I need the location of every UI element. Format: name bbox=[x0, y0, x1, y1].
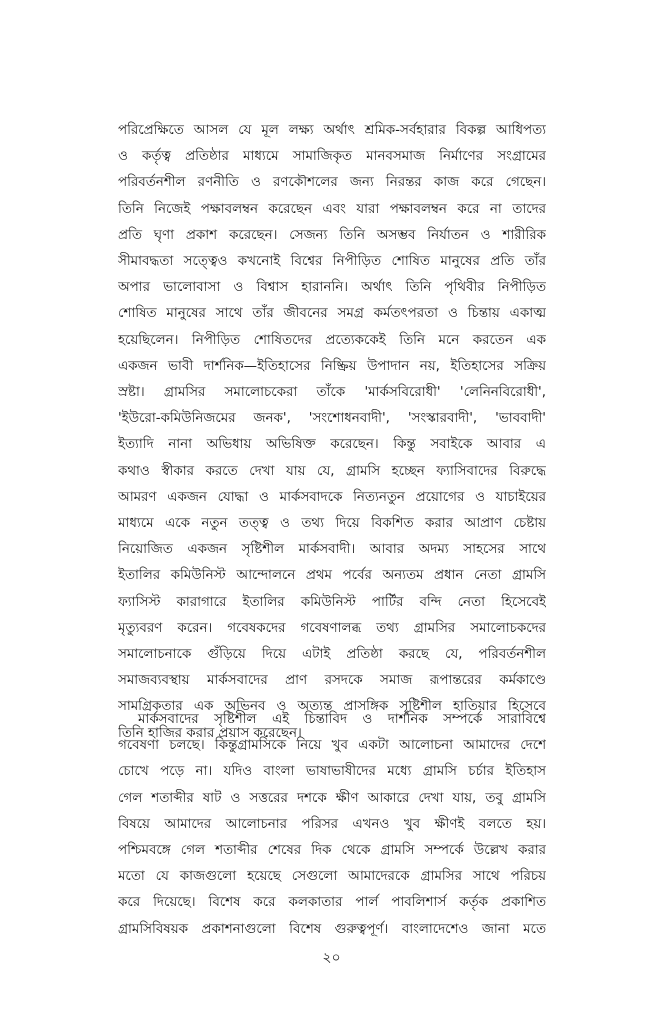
text-line: গেল শতাব্দীর ষাট ও সত্তরের দশকে ক্ষীণ আকারে দেখা যায়, তবু গ্রামসি bbox=[118, 790, 546, 806]
text-line: মার্কসবাদের সৃষ্টিশীল এই চিন্তাবিদ ও দার্শনিক সম্পর্কে সারাবিশ্বে bbox=[138, 712, 546, 727]
paragraph-1 bbox=[118, 118, 546, 747]
text-line: সমাজব্যবস্থায় মার্কসবাদের প্রাণ রসদকে সমাজ রূপান্তরের কর্মকাণ্ডে bbox=[118, 673, 546, 689]
text-line: সীমাবদ্ধতা সত্ত্বেও কখনোই বিশ্বের নিপীড়িত শোষিত মানুষের প্রতি তাঁর bbox=[118, 254, 546, 270]
text-line: পরিপ্রেক্ষিতে আসল যে মূল লক্ষ্য অর্থাৎ শ্রমিক-সর্বহারার বিকল্প আধিপত্য bbox=[118, 123, 546, 138]
text-line: কথাও স্বীকার করতে দেখা যায় যে, গ্রামসি হচ্ছেন ফ্যাসিবাদের বিরুদ্ধে bbox=[118, 463, 546, 479]
text-line: সামগ্রিকতার এক অভিনব ও অত্যন্ত প্রাসঙ্গিক সৃষ্টিশীল হাতিয়ার হিসেবে bbox=[118, 699, 546, 715]
text-line: ইতালির কমিউনিস্ট আন্দোলনে প্রথম পর্বের অন্যতম প্রধান নেতা গ্রামসি bbox=[118, 568, 546, 584]
text-line: পশ্চিমবঙ্গে গেল শতাব্দীর শেষের দিক থেকে গ্রামসি সম্পর্কে উল্লেখ করার bbox=[118, 843, 546, 859]
text-line: করে দিয়েছে। বিশেষ করে কলকাতার পার্ল পাবলিশার্স কর্তৃক প্রকাশিত bbox=[118, 895, 546, 911]
text-line: গবেষণা চলছে। কিন্তুগ্রামসিকে নিয়ে খুব একটা আলোচনা আমাদের দেশে bbox=[118, 738, 546, 754]
text-line: হয়েছিলেন। নিপীড়িত শোষিতদের প্রত্যেককেই তিনি মনে করতেন এক bbox=[118, 332, 546, 348]
text-line: পরিবর্তনশীল রণনীতি ও রণকৌশলের জন্য নিরন্তর কাজ করে গেছেন। bbox=[118, 175, 546, 191]
text-line: সমালোচনাকে গুঁড়িয়ে দিয়ে এটাই প্রতিষ্ঠা করছে যে, পরিবর্তনশীল bbox=[118, 647, 546, 663]
text-line: একজন ভাবী দার্শনিক—ইতিহাসের নিষ্ক্রিয় উপাদান নয়, ইতিহাসের সক্রিয় bbox=[118, 358, 546, 374]
text-line: তিনি হাজির করার প্রয়াস করেছেন। bbox=[118, 725, 302, 741]
text-line: স্রষ্টা। গ্রামসির সমালোচকেরা তাঁকে 'মার্কসবিরোধী' 'লেনিনবিরোধী', bbox=[118, 385, 546, 401]
text-line: গ্রামসিবিষয়ক প্রকাশনাগুলো বিশেষ গুরুত্বপূর্ণ। বাংলাদেশেও জানা মতে bbox=[118, 921, 546, 937]
text-line: মতো যে কাজগুলো হয়েছে সেগুলো আমাদেরকে গ্রামসির সাথে পরিচয় bbox=[118, 869, 546, 885]
text-line: আমরণ একজন যোদ্ধা ও মার্কসবাদকে নিত্যনতুন প্রয়োগের ও যাচাইয়ের bbox=[118, 489, 546, 505]
text-line: মৃত্যুবরণ করেন। গবেষকদের গবেষণালব্ধ তথ্য গ্রামসির সমালোচকদের bbox=[118, 620, 546, 636]
text-line: নিয়োজিত একজন সৃষ্টিশীল মার্কসবাদী। আবার অদম্য সাহসের সাথে bbox=[118, 542, 546, 558]
text-line: 'ইউরো-কমিউনিজমের জনক', 'সংশোধনবাদী', 'সংস্কারবাদী', 'ভাববাদী' bbox=[118, 411, 546, 427]
text-line: চোখে পড়ে না। যদিও বাংলা ভাষাভাষীদের মধ্যে গ্রামসি চর্চার ইতিহাস bbox=[118, 764, 546, 780]
text-line: প্রতি ঘৃণা প্রকাশ করেছেন। সেজন্য তিনি অসম্ভব নির্যাতন ও শারীরিক bbox=[118, 227, 546, 243]
text-line: ইত্যাদি নানা অভিধায় অভিষিক্ত করেছেন। কিন্তু সবাইকে আবার এ bbox=[118, 437, 546, 453]
text-line: ও কর্তৃত্ব প্রতিষ্ঠার মাধ্যমে সামাজিকৃত মানবসমাজ নির্মাণের সংগ্রামের bbox=[118, 149, 546, 165]
text-line: অপার ভালোবাসা ও বিশ্বাস হারাননি। অর্থাৎ তিনি পৃথিবীর নিপীড়িত bbox=[118, 280, 546, 296]
paragraph-2 bbox=[118, 707, 546, 943]
text-line: শোষিত মানুষের সাথে তাঁর জীবনের সমগ্র কর্মতৎপরতা ও চিন্তায় একাত্ম bbox=[118, 306, 546, 322]
text-line: ফ্যাসিস্ট কারাগারে ইতালির কমিউনিস্ট পার্টির বন্দি নেতা হিসেবেই bbox=[118, 594, 546, 610]
text-line: তিনি নিজেই পক্ষাবলম্বন করেছেন এবং যারা পক্ষাবলম্বন করে না তাদের bbox=[118, 201, 546, 217]
page-number: ২০ bbox=[322, 950, 341, 966]
text-line: বিষয়ে আমাদের আলোচনার পরিসর এখনও খুব ক্ষীণই বলতে হয়। bbox=[118, 816, 546, 832]
text-line: মাধ্যমে একে নতুন তত্ত্ব ও তথ্য দিয়ে বিকশিত করার আপ্রাণ চেষ্টায় bbox=[118, 516, 546, 532]
